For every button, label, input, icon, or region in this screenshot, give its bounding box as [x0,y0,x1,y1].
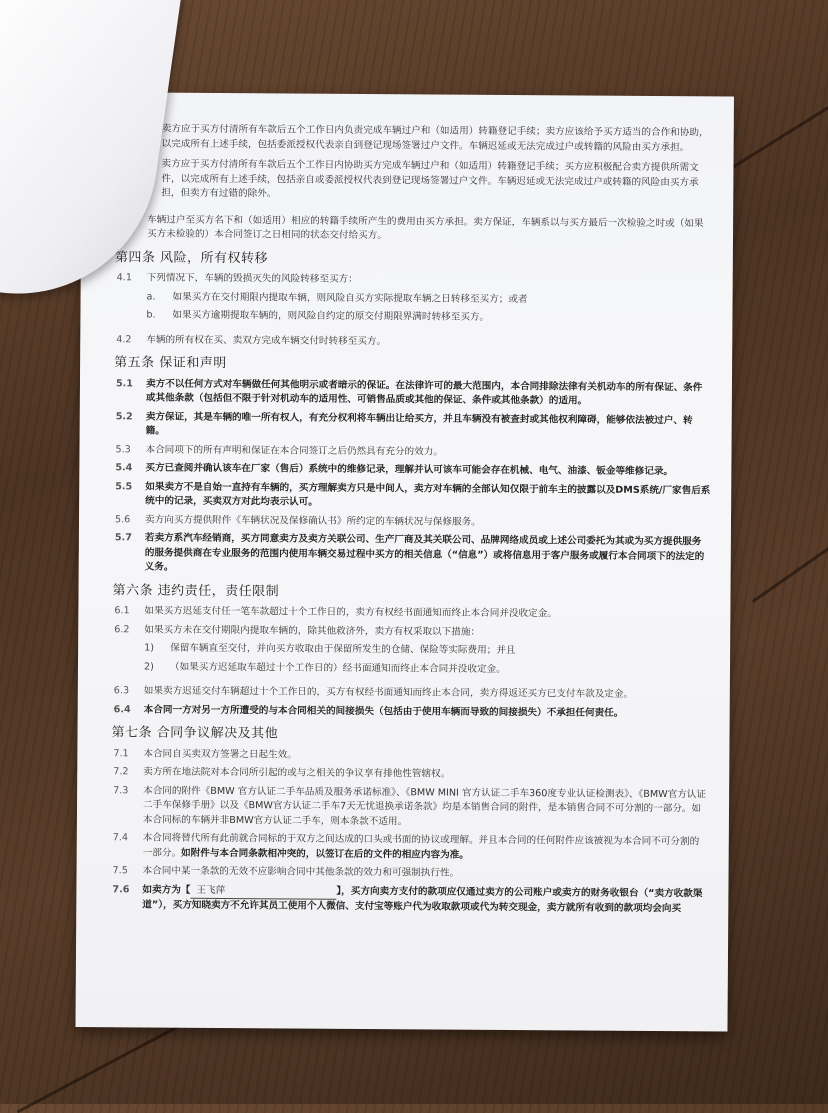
clause-number: 7.2 [113,766,129,778]
clause-number: 5.5 [115,480,133,492]
section-4-heading: 第四条 风险，所有权转移 [114,249,269,266]
contract-page [75,92,734,1032]
clause-number: 5.1 [115,377,134,389]
clause-number: 7.4 [112,832,129,844]
clause-text: 保留车辆直至交付，并向买方收取由于保留所发生的仓储、保险等实际费用；并且 [170,642,516,657]
clause-7-5 [113,864,709,883]
contract-text [112,122,714,921]
clause-3-3-1 [118,122,714,155]
clause-3-3-2 [117,157,713,205]
clause-number: 6.2 [114,623,130,635]
clause-number: 6.4 [113,703,131,715]
clause-text: 如果买方在交付期限内提取车辆，则风险自买方实际提取车辆之日转移至买方；或者 [172,291,528,305]
clause-text-part: 本合同将替代所有此前就合同标的于双方之间达成的口头或书面的协议或理解。并且本合同的任何附件应该被视为本合同不可分割的一部分。 [142,832,700,859]
clause-text: 下列情况下，车辆的毁损灭失的风险转移至买方： [146,272,358,285]
clause-text: 本合同的附件《BMW 官方认证二手车品质及服务承诺标准》、《BMW MINI 官方认证二手车360度专业认证检测表》、《BMW官方认证二手车保修手册》以及《BMW官方认证二手车7天无忧退换承诺条款》均是本销售合同的附件，是本销售合同不可分割的一部分。如本合同标的车辆并非BMW官方认证二手车，则本条款不适用。 [142,784,707,827]
clause-number: 5.7 [114,532,132,544]
clause-text: 卖方向买方提供附件《车辆状况及保修确认书》所约定的车辆状况与保修服务。 [144,513,481,528]
clause-6-3 [114,684,710,703]
clause-7-2 [113,765,709,784]
clause-text: 若卖方系汽车经销商，买方同意卖方及卖方关联公司、生产厂商及其关联公司、品牌网络成员或上述公司委托为其或为买方提供服务的服务提供商在专业服务的范围内使用车辆交易过程中买方的相关信息（“信息”）或将信息用于客户服务或履行本合同项下的法定的义务。 [144,532,705,573]
section-6-heading: 第六条 违约责任，责任限制 [112,582,280,599]
clause-7-6 [112,883,708,917]
clause-number: 2) [143,660,154,673]
clause-5-2 [116,410,712,443]
clause-text: （如果买方迟延取车超过十个工作日的）经书面通知而终止本合同并没收定金。 [169,661,506,675]
clause-number: 6.1 [114,605,130,617]
clause-number: 7.5 [112,865,128,877]
clause-5-4 [115,461,711,480]
clause-text: 买方已查阅并确认该车在厂家（售后）系统中的维修记录，理解并认可该车可能会存在机械、电气、油漆、钣金等维修记录。 [145,462,674,478]
section-7-heading: 第七条 合同争议解决及其他 [111,725,279,742]
section-5-heading: 第五条 保证和声明 [114,355,227,372]
clause-text-part: 】，买方向卖方支付的款项应仅通过卖方的公司账户或卖方的财务收银台（“卖方收款渠道”），买方知晓卖方不允许其员工使用个人微信、支付宝等账户代为收取款项或代为转交现金，卖方就所有收到的款项均会向买 [142,885,703,915]
clause-text: 如果买方迟延支付任一笔车款超过十个工作日的，卖方有权经书面通知而终止本合同并没收定金。 [144,605,557,620]
clause-text-part: 如卖方为【 [142,883,191,896]
clause-5-5 [115,480,711,513]
clause-number: 5.6 [114,513,131,525]
clause-text: 卖方应于买方付清所有车款后五个工作日内协助买方完成车辆过户和（如适用）转籍登记手续；买方应积极配合卖方提供所需文件，以完成所有上述手续，包括亲自或委派授权代表到登记现场签署过户文件。车辆迟延或无法完成过户或转籍的风险由买方承担，但卖方有过错的除外。 [161,158,699,200]
clause-text: 如果买方未在交付期限内提取车辆的，除其他救济外，卖方有权采取以下措施： [144,623,481,638]
clause-number: 4.1 [116,272,133,284]
clause-number: 5.4 [115,462,133,474]
clause-number: b. [146,309,156,321]
clause-number: 7.1 [113,747,129,759]
clause-6-2-1 [114,641,710,660]
clause-text: 车辆的所有权在买、卖双方完成车辆交付时转移至买方。 [146,333,387,347]
clause-number: 6.3 [113,685,130,697]
seller-name-field: 王飞萍 [190,883,336,900]
clause-text: 本合同项下的所有声明和保证在本合同签订之后仍然具有充分的效力。 [145,443,443,458]
clause-text: 本合同一方对另一方所遭受的与本合同相关的间接损失（包括由于使用车辆而导致的间接损失）不承担任何责任。 [143,703,624,719]
clause-text: 卖方保证，其是车辆的唯一所有权人，有充分权利将车辆出让给买方，并且车辆没有被查封或其他权利障碍，能够依法被过户、转籍。 [145,410,693,437]
clause-text: 卖方不以任何方式对车辆做任何其他明示或者暗示的保证。在法律许可的最大范围内，本合同排除法律有关机动车的所有保证、条件或其他条款（包括但不限于针对机动车的适用性、可销售品质或其他的保证、条件或其他条款）的适用。 [145,377,703,407]
clause-number: 1) [144,642,155,654]
clause-number: 7.6 [112,883,130,895]
clause-text [143,831,709,864]
clause-6-2 [114,623,710,642]
clause-text: 如果卖方迟延交付车辆超过十个工作日的，买方有权经书面通知而终止本合同，卖方得返还买方已支付车款及定金。 [143,685,634,700]
clause-5-7 [115,531,711,579]
clause-number: 4.2 [116,333,132,345]
clause-number: 5.3 [115,443,131,455]
clause-7-4 [113,831,709,864]
clause-7-3 [113,784,709,832]
clause-number: 5.2 [115,410,133,422]
clause-4-2 [116,333,712,352]
clause-text: 本合同自买卖双方签署之日起生效。 [143,747,297,761]
clause-5-3 [115,443,711,462]
clause-7-1 [113,747,709,766]
clause-text: 车辆过户至买方名下和（如适用）相应的转籍手续所产生的费用由买方承担。卖方保证，车辆系以与买方最后一次检验之时或（如果买方未检验的）本合同签订之日相同的状态交付给买方。 [146,213,704,242]
clause-number: a. [146,290,156,303]
clause-6-4 [114,703,710,722]
clause-text: 本合同中某一条款的无效不应影响合同中其他条款的效力和可强制执行性。 [142,865,460,879]
clause-5-1 [116,377,712,410]
clause-text-bold-part: 如附件与本合同条款相冲突的，以签订在后的文件的相应内容为准。 [181,847,469,861]
clause-4-1 [117,271,713,290]
clause-text: 卖方所在地法院对本合同所引起的或与之相关的争议享有排他性管辖权。 [143,766,451,780]
clause-4-1-b [116,308,712,327]
clause-6-2-2 [114,660,710,679]
clause-text: 卖方应于买方付清所有车款后五个工作日内负责完成车辆过户和（如适用）转籍登记手续；卖方应该给予买方适当的合作和协助，以完成所有上述手续，包括委派授权代表亲自到登记现场签署过户文件。车辆迟延或无法完成过户或转籍的风险由买方承担。 [161,123,709,153]
clause-3-4 [117,213,713,246]
clause-text: 如果卖方不是自始一直持有车辆的，买方理解卖方只是中间人，卖方对车辆的全部认知仅限于前车主的披露以及DMS系统/厂家售后系统中的记录，买卖双方对此均表示认可。 [145,480,711,508]
clause-6-1 [114,604,710,623]
clause-4-1-a [117,290,713,309]
clause-number: 7.3 [113,784,129,796]
clause-text: 如果买方逾期提取车辆的，则风险自约定的原交付期限界满时转移至买方。 [172,309,490,323]
clause-5-6 [115,513,711,532]
clause-text [142,883,708,917]
